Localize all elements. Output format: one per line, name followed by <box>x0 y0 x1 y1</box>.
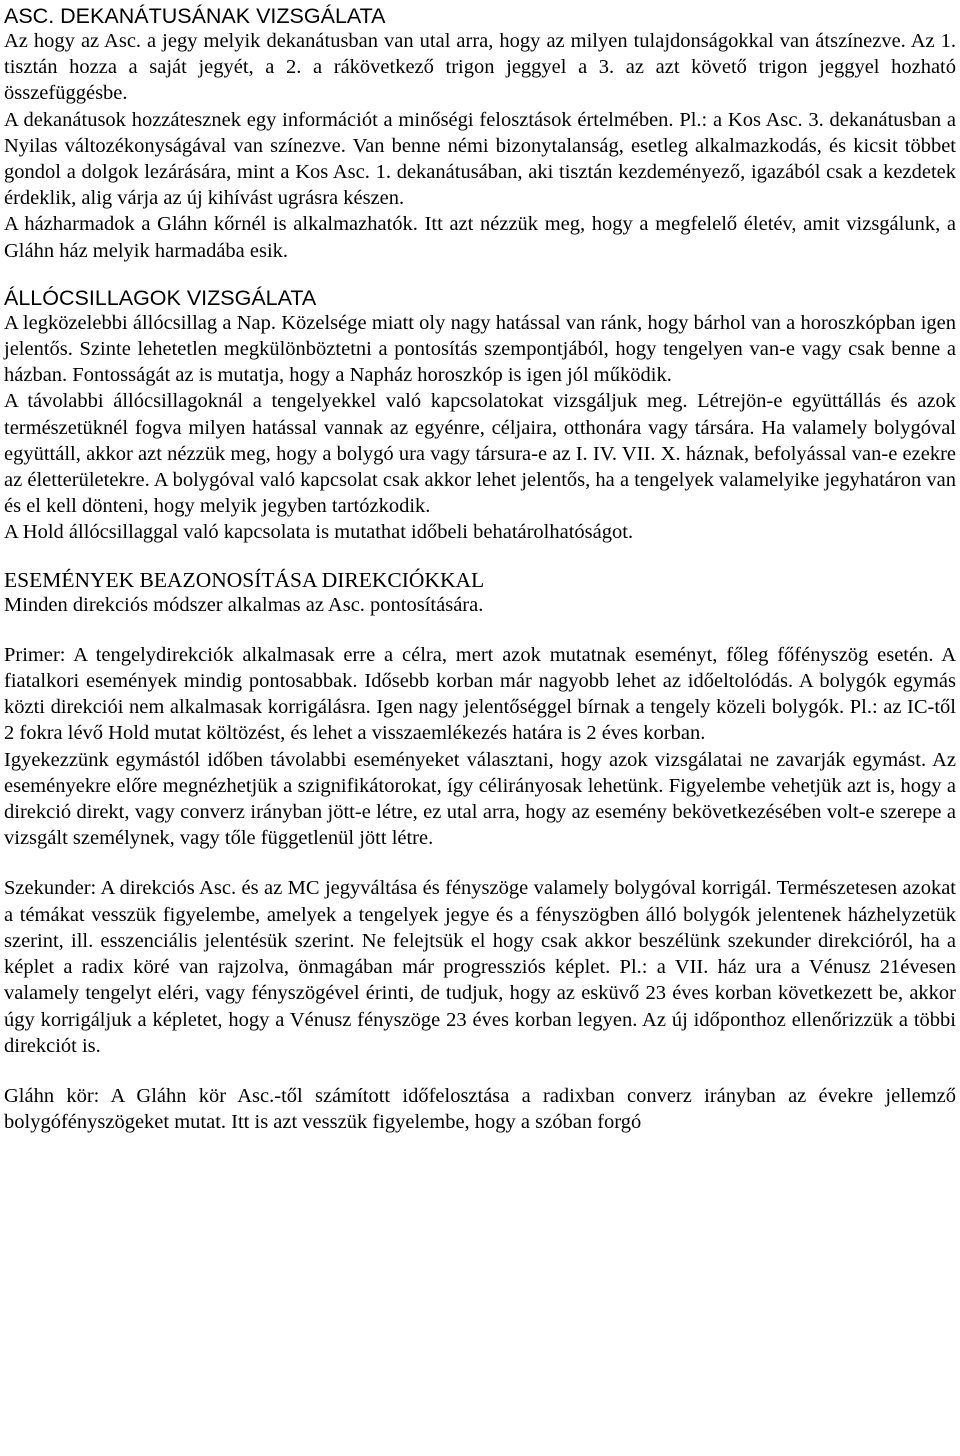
section-heading-allocsillagok: ÁLLÓCSILLAGOK VIZSGÁLATA <box>4 285 317 310</box>
paragraph: Igyekezzünk egymástól időben távolabbi eseményeket választani, hogy azok vizsgálatai ne zavarják egymást. Az eseményekre előre megnézhetjük a szignifikátorokat, így célirányosak lehetünk. Figyelembe vehetjük azt is, hogy a direkció direkt, vagy converz irányban jött-e létre, ez utal arra, hogy az esemény bekövetkezésében volt-e szerepe a vizsgált személynek, vagy tőle függetlenül jött létre. <box>4 748 956 850</box>
paragraph-primer: Primer: A tengelydirekciók alkalmasak erre a célra, mert azok mutatnak eseményt, főleg főfényszög esetén. A fiatalkori események mindig pontosabbak. Idősebb korban már nagyobb lehet az időeltolódás. A bolygók egymás közti direkciói nem alkalmasak korrigálásra. Igen nagy jelentőséggel bírnak a tengely közeli bolygók. Pl.: az IC-től 2 fokra lévő Hold mutat költözést, és lehet a visszaemlékezés határa is 2 éves korban. <box>4 643 956 745</box>
paragraph: Az hogy az Asc. a jegy melyik dekanátusban van utal arra, hogy az milyen tulajdonságokkal van átszínezve. Az 1. tisztán hozza a saját jegyét, a 2. a rákövetkező trigon jeggyel a 3. az azt követő trigon jeggyel hozható összefüggésbe. <box>4 30 956 105</box>
paragraph: Minden direkciós módszer alkalmas az Asc. pontosítására. <box>4 593 484 616</box>
spacer <box>4 851 956 875</box>
section-heading-esemenyek: ESEMÉNYEK BEAZONOSÍTÁSA DIREKCIÓKKAL <box>4 567 485 592</box>
paragraph: A házharmadok a Gláhn kőrnél is alkalmazhatók. Itt azt nézzük meg, hogy a megfelelő életév, amit vizsgálunk, a Gláhn ház melyik harmadába esik. <box>4 213 956 262</box>
paragraph: A dekanátusok hozzátesznek egy információt a minőségi felosztások értelmében. Pl.: a Kos Asc. 3. dekanátusban a Nyilas változékonyságával van színezve. Van benne némi bizonytalanság, esetleg alkalmazkodás, és kicsit többet gondol a dolgok lezárására, mint a Kos Asc. 1. dekanátusában, aki tisztán kezdeményező, igazából csak a kezdetek érdeklik, alig várja az új kihívást ugrásra készen. <box>4 108 956 210</box>
spacer <box>4 1059 956 1083</box>
paragraph: A legközelebbi állócsillag a Nap. Közelsége miatt oly nagy hatással van ránk, hogy bárhol van a horoszkópban igen jelentős. Szinte lehetetlen megkülönböztetni a pontosítás szempontjából, hogy tengelyen van-e vagy csak benne a házban. Fontosságát az is mutatja, hogy a Napház horoszkóp is igen jól működik. <box>4 311 956 387</box>
spacer <box>4 618 956 642</box>
paragraph-szekunder: Szekunder: A direkciós Asc. és az MC jegyváltása és fényszöge valamely bolygóval korrigál. Természetesen azokat a témákat vesszük figyelembe, amelyek a tengelyek jegye és a fényszögben álló bolygók jelentenek házhelyzetük szerint, ill. esszenciális jelentésük szerint. Ne felejtsük el hogy csak akkor beszélünk szekunder direkcióról, ha a képlet a radix köré van rajzolva, önmagában már progressziós képlet. Pl.: a VII. ház ura a Vénusz 21évesen valamely tengelyt eléri, vagy fényszögével érinti, de tudjuk, hogy az esküvő 23 éves korban következett be, akkor úgy korrigáljuk a képletet, hogy a Vénusz fényszöge 23 éves korban legyen. Az új időponthoz ellenőrizzük a többi direkciót is. <box>4 877 956 1057</box>
paragraph: A távolabbi állócsillagoknál a tengelyekkel való kapcsolatokat vizsgáljuk meg. Létrejön-e együttállás és azok természetüknél fogva milyen hatással vannak az egyénre, céljaira, otthonára vagy társára. Ha valamely bolygóval együttáll, akkor azt nézzük meg, hogy a bolygó ura vagy társura-e az I. IV. VII. X. háznak, befolyással van-e ezekre az életterületekre. A bolygóval való kapcsolat csak akkor lehet jelentős, ha a tengelyek valamelyike jegyhatáron van és el kell dönteni, hogy melyik jegyben tartózkodik. <box>4 390 956 518</box>
spacer <box>4 264 956 286</box>
section-heading-asc-dekanatus: ASC. DEKANÁTUSÁNAK VIZSGÁLATA <box>4 4 386 28</box>
paragraph: A Hold állócsillaggal való kapcsolata is mutathat időbeli behatárolhatóságot. <box>4 521 634 544</box>
spacer <box>4 546 956 568</box>
paragraph-glahn: Gláhn kör: A Gláhn kör Asc.-től számított időfelosztása a radixban converz irányban az évekre jellemző bolygófényszögeket mutat. Itt is azt vesszük figyelembe, hogy a szóban forgó <box>4 1084 956 1134</box>
